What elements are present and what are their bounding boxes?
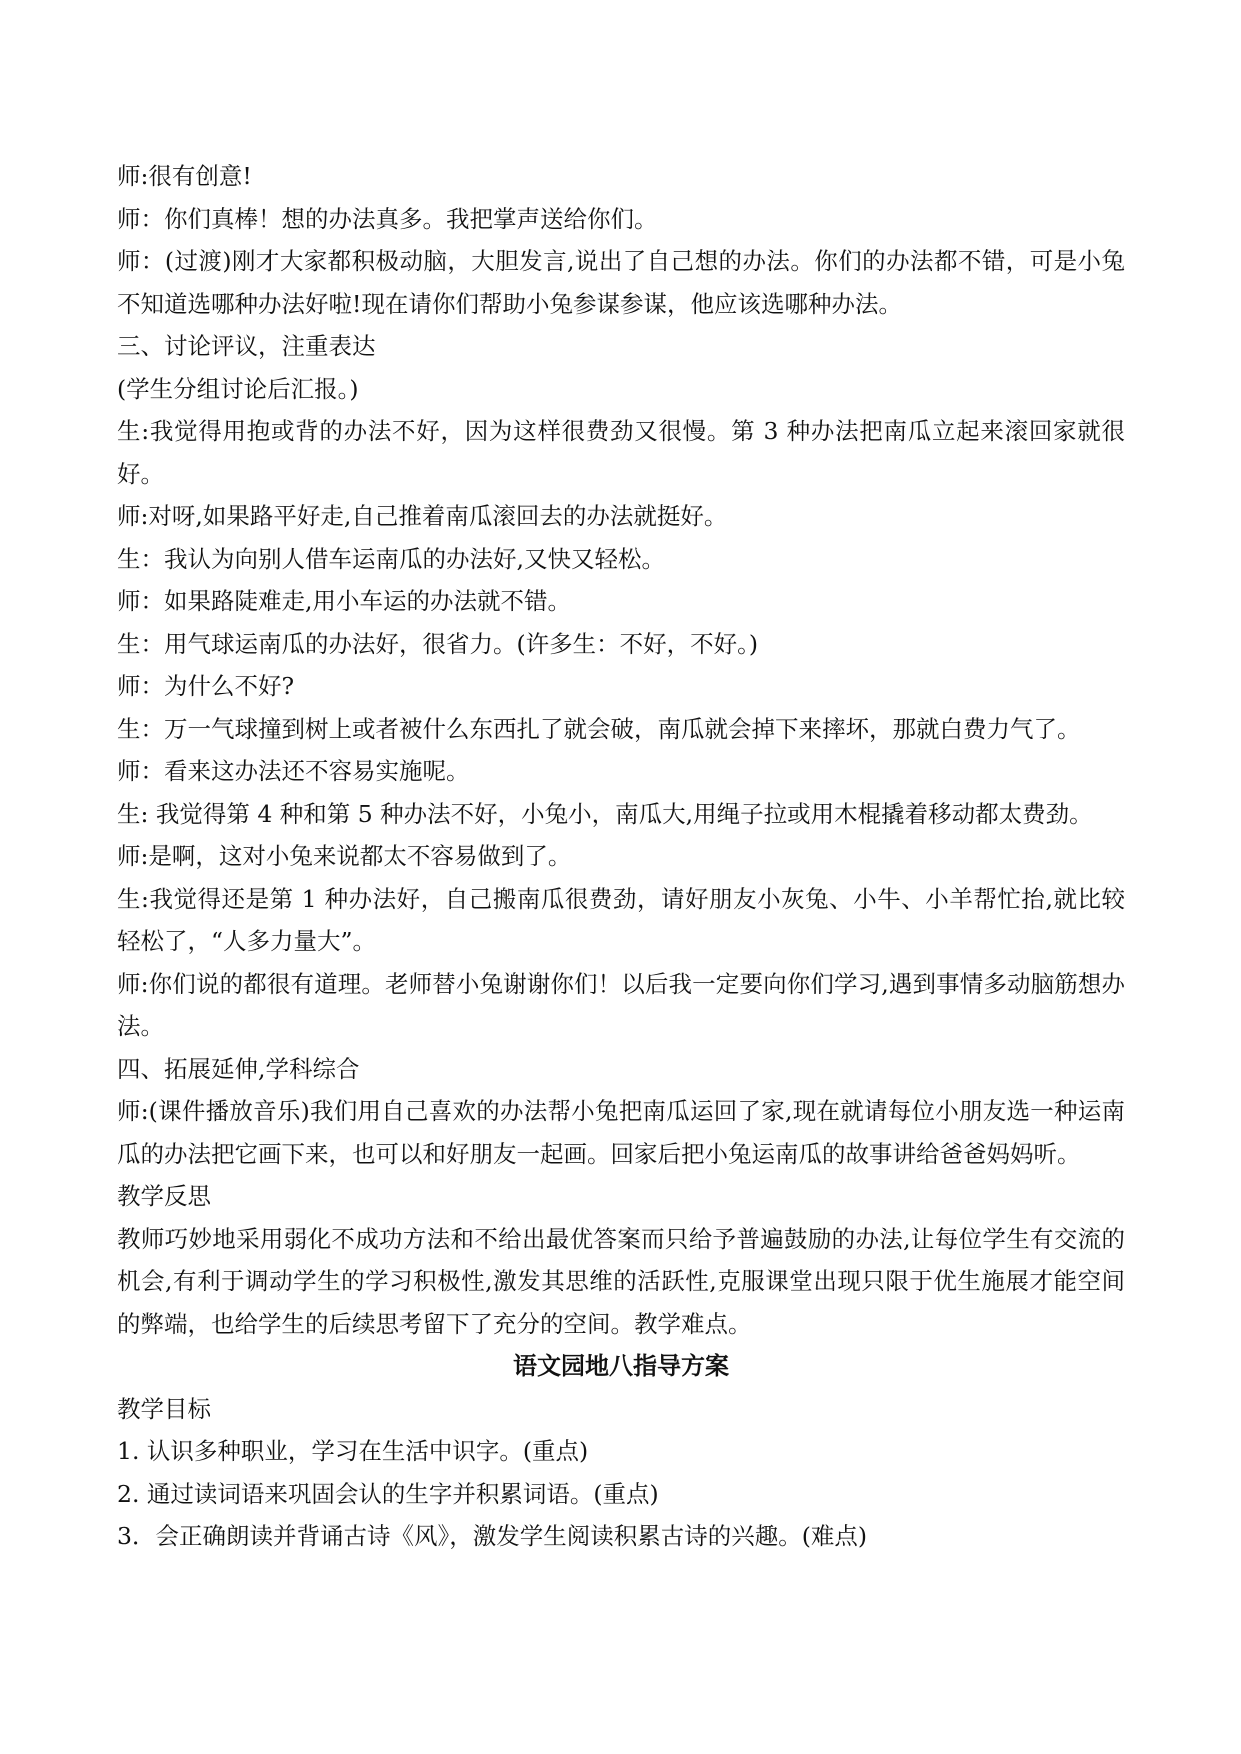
section-heading-extension: 四、拓展延伸,学科综合 bbox=[117, 1054, 360, 1083]
paragraph: 生:我觉得还是第 1 种办法好，自己搬南瓜很费劲，请好朋友小灰兔、小牛、小羊帮忙抬,就比较轻松了，“人多力量大”。 bbox=[117, 884, 1125, 955]
section-heading-reflection: 教学反思 bbox=[117, 1182, 211, 1210]
section-heading-discussion: 三、讨论评议，注重表达 bbox=[117, 332, 376, 360]
paragraph: 师:你们说的都很有道理。老师替小兔谢谢你们！以后我一定要向你们学习,遇到事情多动脑筋想办法。 bbox=[117, 969, 1125, 1040]
document-body bbox=[117, 155, 1125, 1558]
section-title: 语文园地八指导方案 bbox=[513, 1352, 729, 1380]
paragraph: 师：为什么不好? bbox=[117, 672, 295, 700]
paragraph: 教师巧妙地采用弱化不成功方法和不给出最优答案而只给予普遍鼓励的办法,让每位学生有交流的机会,有利于调动学生的学习积极性,激发其思维的活跃性,克服课堂出现只限于优生施展才能空间的弊端，也给学生的后续思考留下了充分的空间。教学难点。 bbox=[117, 1224, 1125, 1338]
paragraph: 师:对呀,如果路平好走,自己推着南瓜滚回去的办法就挺好。 bbox=[117, 502, 728, 530]
goal-item: 3．会正确朗读并背诵古诗《风》，激发学生阅读积累古诗的兴趣。(难点) bbox=[117, 1522, 868, 1550]
paragraph: 师：如果路陡难走,用小车运的办法就不错。 bbox=[117, 587, 571, 615]
goal-item: 1. 认识多种职业，学习在生活中识字。(重点) bbox=[117, 1437, 589, 1465]
paragraph: (学生分组讨论后汇报。) bbox=[117, 374, 359, 403]
goal-item: 2. 通过读词语来巩固会认的生字并积累词语。(重点) bbox=[117, 1479, 659, 1508]
paragraph: 师：你们真棒！想的办法真多。我把掌声送给你们。 bbox=[117, 204, 658, 233]
paragraph: 生:我觉得用抱或背的办法不好，因为这样很费劲又很慢。第 3 种办法把南瓜立起来滚回家就很好。 bbox=[117, 417, 1125, 488]
paragraph: 生：万一气球撞到树上或者被什么东西扎了就会破，南瓜就会掉下来摔坏，那就白费力气了。 bbox=[117, 714, 1081, 743]
section-heading-goals: 教学目标 bbox=[117, 1394, 211, 1423]
paragraph: 生：用气球运南瓜的办法好，很省力。(许多生：不好，不好。) bbox=[117, 629, 759, 658]
paragraph: 生：我认为向别人借车运南瓜的办法好,又快又轻松。 bbox=[117, 544, 665, 573]
paragraph: 师:是啊，这对小兔来说都太不容易做到了。 bbox=[117, 842, 572, 870]
paragraph: 师：(过渡)刚才大家都积极动脑，大胆发言,说出了自己想的办法。你们的办法都不错，可是小兔不知道选哪种办法好啦!现在请你们帮助小兔参谋参谋，他应该选哪种办法。 bbox=[117, 247, 1125, 318]
paragraph: 师:很有创意! bbox=[117, 162, 252, 190]
paragraph: 师：看来这办法还不容易实施呢。 bbox=[117, 757, 470, 785]
paragraph: 师:(课件播放音乐)我们用自己喜欢的办法帮小兔把南瓜运回了家,现在就请每位小朋友选一种运南瓜的办法把它画下来，也可以和好朋友一起画。回家后把小兔运南瓜的故事讲给爸爸妈妈听。 bbox=[117, 1097, 1125, 1168]
paragraph: 生: 我觉得第 4 种和第 5 种办法不好，小兔小，南瓜大,用绳子拉或用木棍撬着移动都太费劲。 bbox=[117, 799, 1093, 828]
